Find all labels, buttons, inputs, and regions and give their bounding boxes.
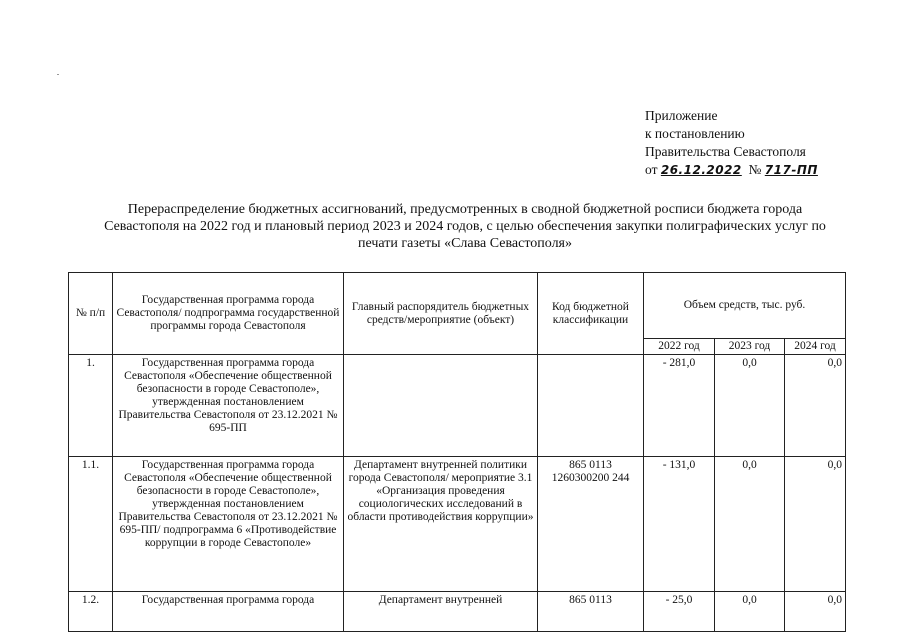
- appendix-date-line: [645, 161, 818, 179]
- number-handwritten: 717-ПП: [764, 163, 818, 177]
- header-2024: 2024 год: [785, 339, 846, 355]
- allocation-table: [68, 272, 846, 632]
- appendix-line-3: Правительства Севастополя: [645, 144, 806, 159]
- row-2024: 0,0: [785, 457, 846, 592]
- appendix-block: [645, 107, 818, 179]
- header-manager: Главный распорядитель бюджетных средств/мероприятие (объект): [344, 273, 538, 355]
- header-row: [69, 273, 846, 339]
- row-2023: 0,0: [715, 355, 785, 457]
- row-num: 1.: [69, 355, 113, 457]
- row-manager: [344, 355, 538, 457]
- appendix-line-1: Приложение: [645, 108, 718, 123]
- date-handwritten: 26.12.2022: [660, 163, 742, 177]
- table-row: [69, 355, 846, 457]
- row-manager: Департамент внутренней политики города Севастополя/ мероприятие 3.1 «Организация проведения социологических исследований в области противодействия коррупции»: [344, 457, 538, 592]
- row-num: 1.2.: [69, 592, 113, 632]
- header-2023: 2023 год: [715, 339, 785, 355]
- row-2023: 0,0: [715, 457, 785, 592]
- row-code: [538, 355, 644, 457]
- row-program: Государственная программа города Севастополя «Обеспечение общественной безопасности в городе Севастополе», утвержденная постановлением Правительства Севастополя от 23.12.2021 № 695-ПП/ подпрограмма 6 «Противодействие коррупции в городе Севастополе»: [113, 457, 344, 592]
- row-2022: - 281,0: [644, 355, 715, 457]
- row-program: Государственная программа города Севастополя «Обеспечение общественной безопасности в городе Севастополе», утвержденная постановлением Правительства Севастополя от 23.12.2021 № 695-ПП: [113, 355, 344, 457]
- row-program: Государственная программа города: [113, 592, 344, 632]
- number-prefix: №: [748, 162, 762, 177]
- header-program: Государственная программа города Севастополя/ подпрограмма государственной программы города Севастополя: [113, 273, 344, 355]
- appendix-line-2: к постановлению: [645, 126, 745, 141]
- table-row: [69, 592, 846, 632]
- header-volume: Объем средств, тыс. руб.: [644, 273, 846, 339]
- row-2022: - 25,0: [644, 592, 715, 632]
- row-code: 865 0113: [538, 592, 644, 632]
- row-2023: 0,0: [715, 592, 785, 632]
- header-2022: 2022 год: [644, 339, 715, 355]
- scan-speck: [57, 74, 59, 75]
- table-row: [69, 457, 846, 592]
- row-manager: Департамент внутренней: [344, 592, 538, 632]
- row-code: 865 0113 1260300200 244: [538, 457, 644, 592]
- header-code: Код бюджетной классификации: [538, 273, 644, 355]
- document-title: Перераспределение бюджетных ассигнований, предусмотренных в сводной бюджетной росписи бюджета города Севастополя на 2022 год и плановый период 2023 и 2024 годов, с целью обеспечения закупки полиграфических услуг по печати газеты «Слава Севастополя»: [104, 202, 826, 251]
- header-num: № п/п: [69, 273, 113, 355]
- row-2024: 0,0: [785, 592, 846, 632]
- row-2024: 0,0: [785, 355, 846, 457]
- row-2022: - 131,0: [644, 457, 715, 592]
- row-num: 1.1.: [69, 457, 113, 592]
- date-prefix: от: [645, 162, 658, 177]
